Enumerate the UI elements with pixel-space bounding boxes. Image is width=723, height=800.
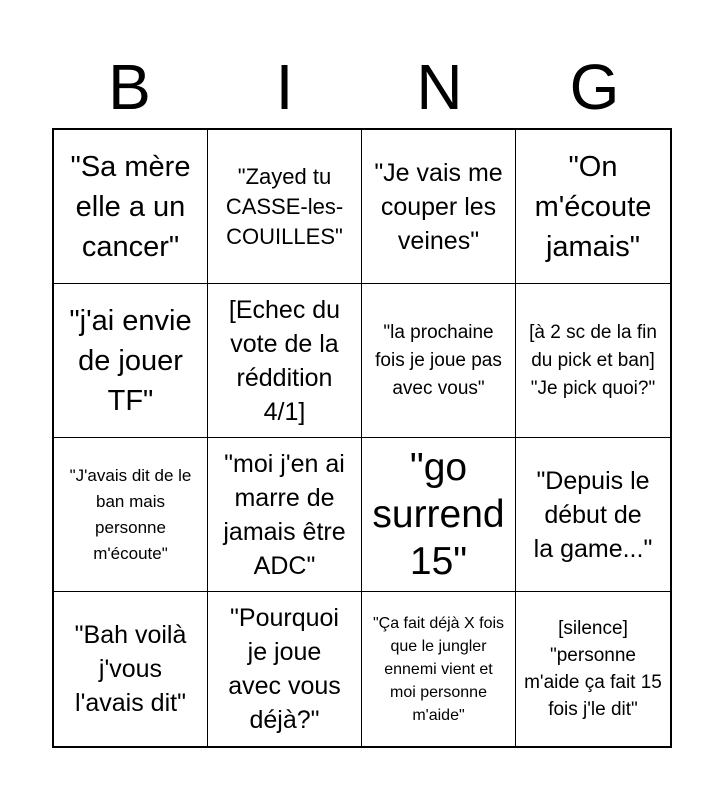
bingo-cell[interactable] <box>362 438 516 592</box>
bingo-cell[interactable] <box>516 438 670 592</box>
bingo-cell[interactable] <box>516 284 670 438</box>
bingo-cell[interactable] <box>208 284 362 438</box>
bingo-cell-text: "j'ai envie de jouer TF" <box>69 304 192 417</box>
bingo-cell-text: "Bah voilà j'vous l'avais dit" <box>74 621 187 717</box>
bingo-cell[interactable] <box>362 130 516 284</box>
bingo-cell-text: [Echec du vote de la réddition 4/1] <box>228 295 341 426</box>
bingo-cell-text: [silence] "personne m'aide ça fait 15 fois j'le dit" <box>524 618 662 720</box>
bingo-cell[interactable] <box>516 130 670 284</box>
bingo-cell-text: "On m'écoute jamais" <box>534 150 652 263</box>
bingo-cell[interactable] <box>362 284 516 438</box>
bingo-cell-text: [à 2 sc de la fin du pick et ban] "Je pick quoi?" <box>529 321 657 399</box>
bingo-cell-text: "Sa mère elle a un cancer" <box>70 150 191 263</box>
bingo-cell-text: "Pourquoi je joue avec vous déjà?" <box>228 604 341 734</box>
bingo-cell[interactable] <box>54 438 208 592</box>
bingo-cell[interactable] <box>516 592 670 746</box>
bingo-cell-text: "J'avais dit de le ban mais personne m'écoute" <box>69 465 192 563</box>
bingo-cell-text: "Depuis le début de la game..." <box>533 466 653 563</box>
bingo-cell-text: "Ça fait déjà X fois que le jungler ennemi vient et moi personne m'aide" <box>372 614 505 724</box>
bingo-cell-text: "go surrend 15" <box>372 446 505 583</box>
bingo-cell[interactable] <box>54 592 208 746</box>
bingo-cell[interactable] <box>208 592 362 746</box>
bingo-cell[interactable] <box>208 130 362 284</box>
bingo-cell-text: "moi j'en ai marre de jamais être ADC" <box>223 449 346 580</box>
header-letter-g: G <box>569 51 620 123</box>
bingo-cell-text: "la prochaine fois je joue pas avec vous" <box>375 321 502 399</box>
bingo-grid <box>52 128 672 748</box>
bingo-cell[interactable] <box>54 284 208 438</box>
header-letter-i: I <box>275 51 294 123</box>
bingo-cell[interactable] <box>208 438 362 592</box>
bingo-header <box>52 50 672 124</box>
header-letter-b: B <box>108 51 151 123</box>
bingo-cell-text: "Zayed tu CASSE-les-COUILLES" <box>225 163 344 249</box>
bingo-cell[interactable] <box>362 592 516 746</box>
bingo-cell-text: "Je vais me couper les veines" <box>374 158 503 255</box>
header-letter-n: N <box>416 51 463 123</box>
bingo-cell[interactable] <box>54 130 208 284</box>
